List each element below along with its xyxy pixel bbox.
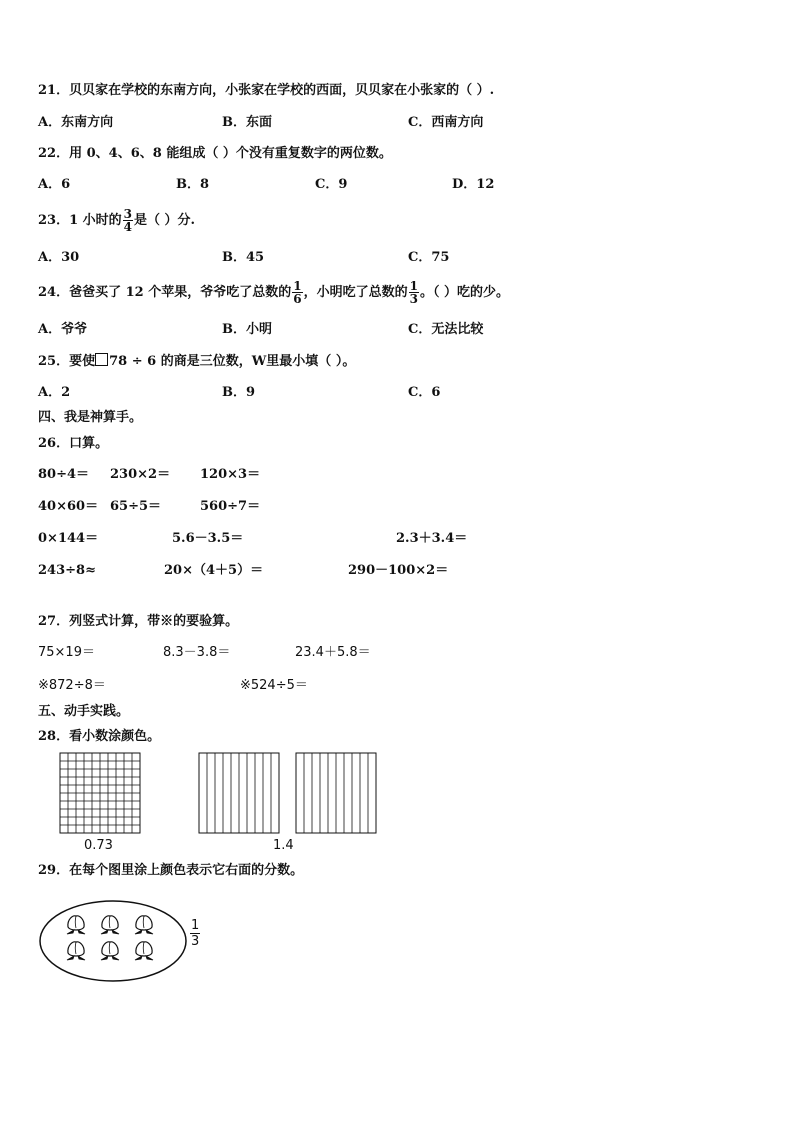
q24-stem [38, 276, 509, 310]
peach-leaf-right [146, 956, 153, 960]
q27-title: 27．列竖式计算，带※的要验算。 [38, 614, 239, 629]
q26-item: 120×3＝ [200, 467, 261, 482]
q25-option-a: A．2 [38, 385, 71, 400]
q27-item: 23.4＋5.8＝ [295, 645, 371, 660]
q27-item: ※872÷8＝ [38, 678, 106, 693]
section-4-heading: 四、我是神算手。 [38, 410, 143, 425]
q23-frac-num: 3 [123, 207, 133, 221]
q25-option-b: B．9 [222, 385, 256, 400]
q26-title: 26．口算。 [38, 436, 109, 451]
tenths-strip-1 [198, 752, 280, 834]
blank-square-icon [95, 353, 108, 366]
q25-suffix: 78 ÷ 6 的商是三位数，W里最小填（ ）。 [109, 354, 356, 369]
peach-icon [135, 942, 153, 960]
q23-fraction [123, 208, 133, 233]
q26-item: 243÷8≈ [38, 563, 96, 578]
hundred-grid [59, 752, 141, 834]
q23-stem [38, 204, 195, 238]
peach-leaf-right [112, 930, 119, 934]
q21-option-b: B．东面 [222, 115, 272, 130]
q24-option-b: B．小明 [222, 322, 272, 337]
q23-prefix: 23．1 小时的 [38, 213, 122, 228]
q22-stem: 22．用 0、4、6、8 能组成（ ）个没有重复数字的两位数。 [38, 146, 392, 161]
q28-title: 28．看小数涂颜色。 [38, 729, 161, 744]
q23-option-c: C．75 [408, 250, 450, 265]
q23-frac-den: 4 [123, 220, 133, 234]
q24-part3: 。（ ）吃的少。 [419, 285, 509, 300]
q25-option-c: C．6 [408, 385, 441, 400]
peach-leaf-right [112, 956, 119, 960]
q21-option-a: A．东南方向 [38, 115, 114, 130]
q29-fraction [189, 918, 201, 949]
q24-part2: ，小明吃了总数的 [303, 285, 408, 300]
q27-item: 75×19＝ [38, 645, 95, 660]
q29-frac-den: 3 [191, 934, 200, 949]
q22-option-a: A．6 [38, 177, 71, 192]
peach-leaf-right [78, 930, 85, 934]
peach-icon [101, 916, 119, 934]
q24-frac1-den: 6 [293, 292, 302, 306]
peach-icon [135, 916, 153, 934]
peach-leaf-left [67, 930, 74, 934]
q24-frac2-num: 1 [409, 279, 418, 293]
q22-option-b: B．8 [176, 177, 210, 192]
q22-option-c: C．9 [315, 177, 348, 192]
peach-leaf-left [135, 930, 142, 934]
q24-part1: 24．爸爸买了 12 个苹果，爷爷吃了总数的 [38, 285, 292, 300]
q24-option-c: C．无法比较 [408, 322, 484, 337]
q26-item: 290－100×2＝ [348, 563, 449, 578]
q26-item: 40×60＝ [38, 499, 99, 514]
peach-leaf-right [78, 956, 85, 960]
peach-leaf-left [67, 956, 74, 960]
q26-item: 20×（4＋5）＝ [164, 563, 264, 578]
peach-ellipse [38, 898, 188, 984]
q24-frac1-num: 1 [293, 279, 302, 293]
q29-title: 29．在每个图里涂上颜色表示它右面的分数。 [38, 863, 304, 878]
q27-item: 8.3－3.8＝ [163, 645, 231, 660]
peach-leaf-left [101, 930, 108, 934]
peach-icon [67, 942, 85, 960]
q23-option-b: B．45 [222, 250, 265, 265]
q25-prefix: 25．要使 [38, 354, 96, 369]
q25-stem [38, 353, 355, 370]
q28-label-1: 0.73 [84, 838, 113, 853]
q26-item: 230×2＝ [110, 467, 171, 482]
q26-item: 5.6－3.5＝ [172, 531, 244, 546]
peach-icon [101, 942, 119, 960]
q26-item: 80÷4＝ [38, 467, 90, 482]
q28-label-2: 1.4 [273, 838, 294, 853]
q21-stem: 21．贝贝家在学校的东南方向，小张家在学校的西面，贝贝家在小张家的（ ）. [38, 83, 495, 98]
q26-item: 2.3＋3.4＝ [396, 531, 468, 546]
peach-leaf-left [101, 956, 108, 960]
tenths-strip-2 [295, 752, 377, 834]
q24-option-a: A．爷爷 [38, 322, 88, 337]
q29-frac-num: 1 [191, 918, 200, 933]
peach-leaf-right [146, 930, 153, 934]
peach-leaf-left [135, 956, 142, 960]
q21-option-c: C．西南方向 [408, 115, 484, 130]
q29-fraction-inner [190, 918, 200, 949]
q24-fraction-1 [292, 280, 302, 305]
q24-fraction-2 [409, 280, 419, 305]
ellipse-outline [40, 901, 186, 981]
q23-suffix: 是（ ）分. [134, 213, 196, 228]
q23-option-a: A．30 [38, 250, 80, 265]
section-5-heading: 五、动手实践。 [38, 704, 130, 719]
q26-item: 0×144＝ [38, 531, 99, 546]
q22-option-d: D．12 [452, 177, 495, 192]
q26-item: 560÷7＝ [200, 499, 261, 514]
q24-frac2-den: 3 [409, 292, 418, 306]
q26-item: 65÷5＝ [110, 499, 162, 514]
peach-icon [67, 916, 85, 934]
q27-item: ※524÷5＝ [240, 678, 308, 693]
